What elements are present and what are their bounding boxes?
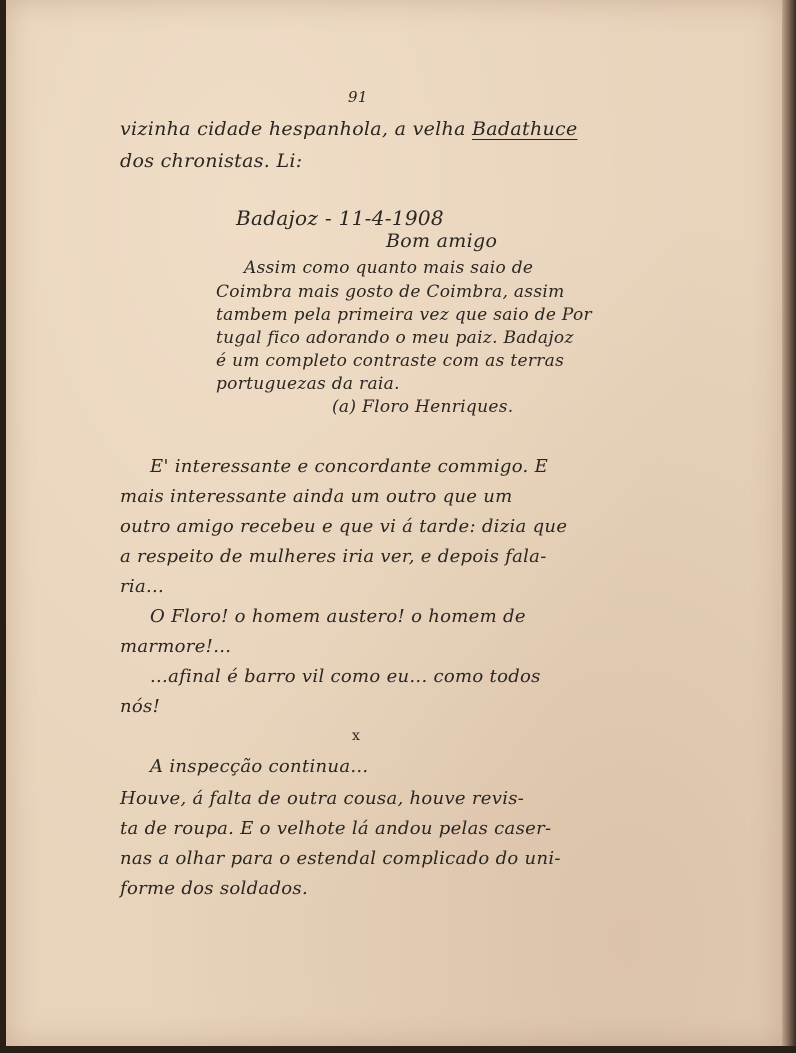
body-line: ria... <box>120 576 165 597</box>
intro-line-1 <box>120 118 578 140</box>
body-line: outro amigo recebeu e que vi á tarde: dizia que <box>120 516 568 537</box>
body-line: nós! <box>120 696 161 717</box>
page-edge-right <box>782 0 796 1053</box>
letter-line: é um completo contraste com as terras <box>216 351 565 371</box>
letter-heading: Badajoz - 11-4-1908 <box>236 206 444 230</box>
letter-line: tugal fico adorando o meu paiz. Badajoz <box>216 328 574 348</box>
letter-salutation: Bom amigo <box>386 230 498 252</box>
body-line: mais interessante ainda um outro que um <box>120 486 513 507</box>
intro-line-1-text: vizinha cidade hespanhola, a velha <box>120 118 473 140</box>
page-edge-bottom <box>0 1046 796 1053</box>
letter-signature: (a) Floro Henriques. <box>332 397 514 417</box>
section-separator: x <box>352 728 361 744</box>
closing-line: nas a olhar para o estendal complicado do uni- <box>120 848 561 869</box>
body-line: E' interessante e concordante commigo. E <box>150 456 549 477</box>
letter-line: Coimbra mais gosto de Coimbra, assim <box>216 282 565 302</box>
body-line: O Floro! o homem austero! o homem de <box>150 606 526 627</box>
closing-line: ta de roupa. E o velhote lá andou pelas caser- <box>120 818 552 839</box>
intro-line-2: dos chronistas. Li: <box>120 150 303 172</box>
letter-line: portuguezas da raia. <box>216 374 400 394</box>
body-line: a respeito de mulheres iria ver, e depois fala- <box>120 546 547 567</box>
intro-underlined-name: Badathuce <box>472 118 578 140</box>
closing-line: A inspecção continua... <box>150 756 369 777</box>
letter-line: Assim como quanto mais saio de <box>244 258 534 278</box>
body-line: ...afinal é barro vil como eu... como todos <box>150 666 541 687</box>
letter-line: tambem pela primeira vez que saio de Por <box>216 305 592 325</box>
closing-line: forme dos soldados. <box>120 878 308 899</box>
body-line: marmore!... <box>120 636 232 657</box>
page-number: 91 <box>348 88 368 106</box>
closing-line: Houve, á falta de outra cousa, houve revis- <box>120 788 525 809</box>
